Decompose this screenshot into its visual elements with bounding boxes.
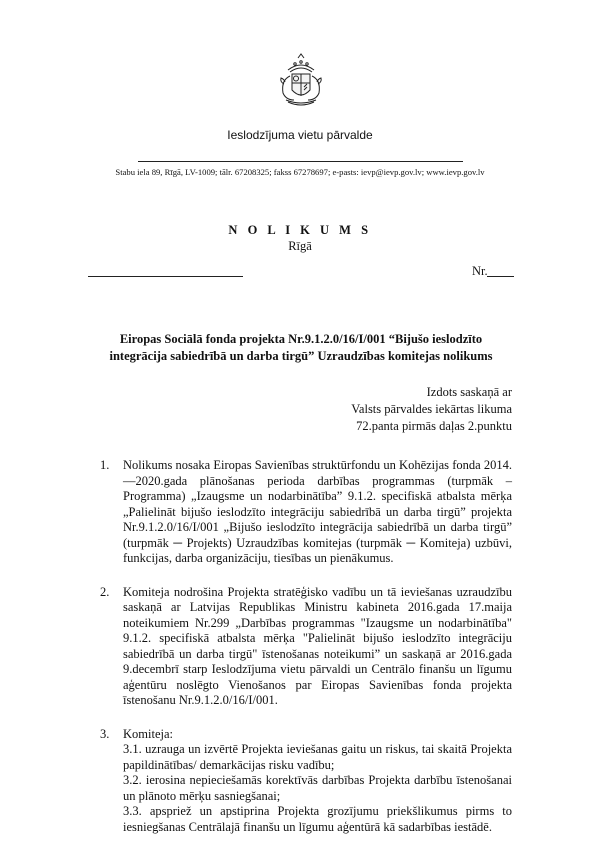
document-number-line [487,276,514,277]
header-divider [138,161,463,162]
coat-of-arms-icon [270,50,332,112]
numbered-list [100,458,512,853]
document-type: N O L I K U M S [228,223,372,237]
subitem-text: 3.1. uzrauga un izvērtē Projekta ieviešanas gaitu un riskus, tai skaitā Projekta papildinātības/ demarkācijas risku vadību; [123,742,512,772]
date-line [88,276,243,277]
document-number-label: Nr. [472,264,488,278]
legal-basis-line: Izdots saskaņā ar [426,385,512,399]
legal-basis [300,384,512,435]
item-number: 2. [100,584,110,599]
list-item [100,727,512,836]
document-place: Rīgā [288,239,312,253]
item-number: 1. [100,458,110,472]
list-item [100,458,512,567]
subitem-text: 3.3. apspriež un apstiprina Projekta grozījumu priekšlikumus pirms to iesniegšanas Centrālajā finanšu un līgumu aģentūrā kā sadarbības iestādē. [123,804,512,834]
list-item [100,585,512,709]
item-number: 3. [100,726,110,741]
item-text: Komiteja nodrošina Projekta stratēģisko vadību un tā ieviešanas uzraudzību saskaņā ar Latvijas Republikas Ministru kabineta 2016.gada 17.maija noteikumiem Nr.299 „Darbības programmas "Izaugsme un nodarbinātība" 9.1.2. specifiskā atbalsta mērķa "Palielināt bijušo ieslodzīto integrāciju sabiedrībā un darba tirgū" īstenošanas noteikumi” un saskaņā ar 2016.gada 9.decembrī starp Ieslodzījuma vietu pārvaldi un Centrālo finanšu un līgumu aģentūru noslēgto Vienošanos par Eiropas Savienības fonda projekta īstenošanu Nr.9.1.2.0/16/I/001. [123,584,512,707]
legal-basis-line: 72.panta pirmās daļas 2.punktu [356,419,512,433]
item-text: Komiteja: [123,726,173,741]
legal-basis-line: Valsts pārvaldes iekārtas likuma [351,402,512,416]
institution-name: Ieslodzījuma vietu pārvalde [227,128,373,142]
institution-contacts: Stabu iela 89, Rīgā, LV-1009; tālr. 67208325; fakss 67278697; e-pasts: ievp@ievp.gov.lv; www.ievp.gov.lv [115,167,485,177]
document-title: Eiropas Sociālā fonda projekta Nr.9.1.2.0/16/I/001 “Bijušo ieslodzīto integrācija sabiedrībā un darba tirgū” Uzraudzības komitejas nolikums [109,332,493,363]
subitem-text: 3.2. ierosina nepieciešamās korektīvās darbības Projekta darbību īstenošanai un plānoto mērķu sasniegšanai; [123,773,512,803]
item-text: Nolikums nosaka Eiropas Savienības struktūrfondu un Kohēzijas fonda 2014.—2020.gada plānošanas perioda darbības programmas (turpmāk – Programma) „Izaugsme un nodarbinātība” 9.1.2. specifiskā atbalsta mērķa „Palielināt bijušo ieslodzīto integrāciju sabiedrībā un darba tirgū” projekta Nr.9.1.2.0/16/I/001 „Bijušo ieslodzīto integrācija sabiedrībā un darba tirgū” (turpmāk ─ Projekts) Uzraudzības komitejas (turpmāk ─ Komiteja) uzbūvi, funkcijas, darba organizāciju, tiesības un pienākumus. [123,458,512,565]
